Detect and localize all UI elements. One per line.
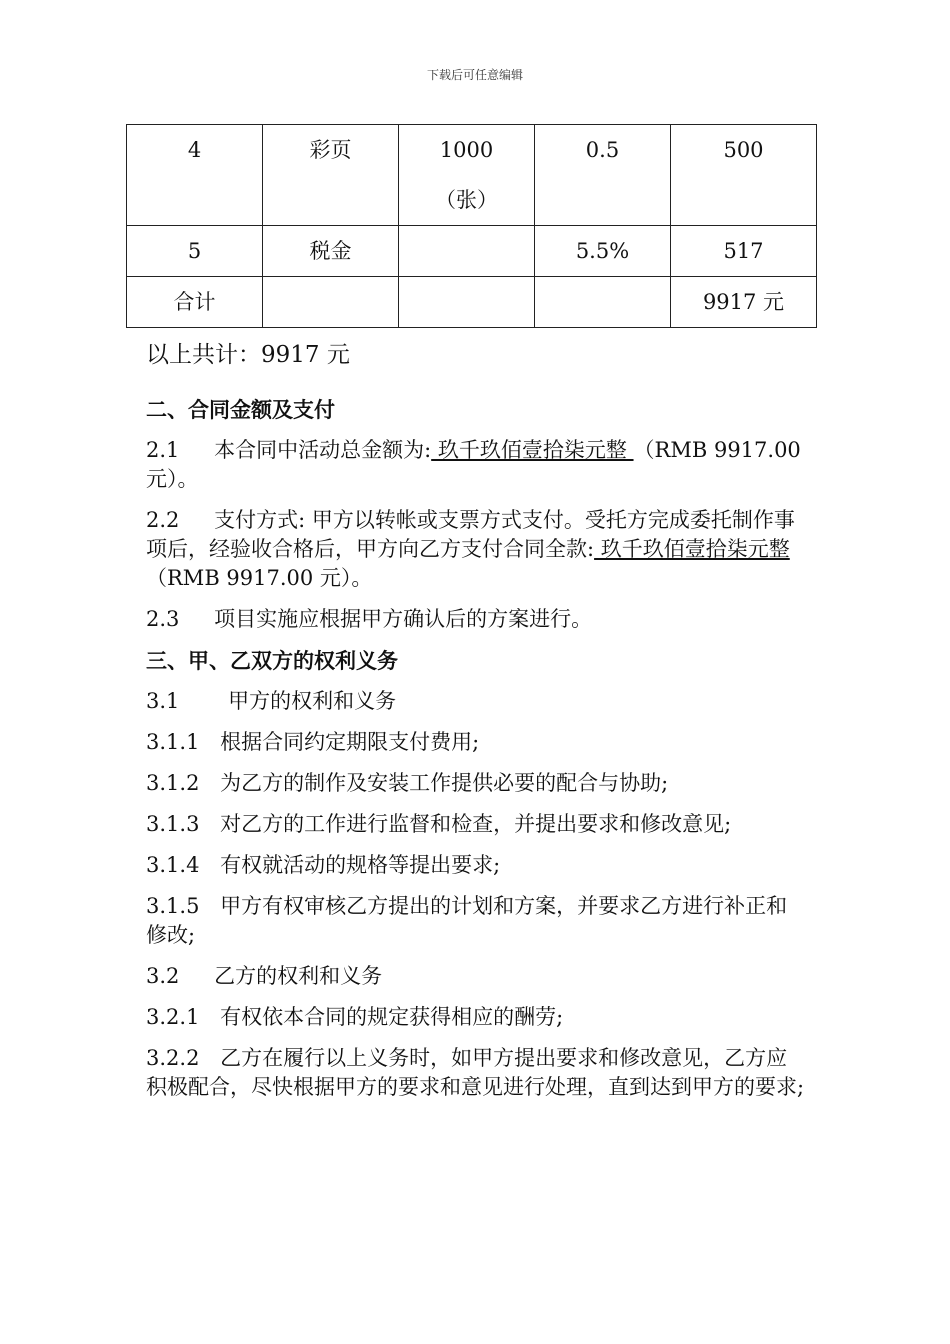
cell-item: 彩页 xyxy=(263,125,399,226)
clause-text: 支付方式: 甲方以转帐或支票方式支付。受托方完成委托制作事项后，经验收合格后，甲方向乙方支付合同全款: xyxy=(146,508,795,561)
clause-number: 2.3 xyxy=(146,607,180,631)
cell-qty xyxy=(399,277,535,328)
clause-3-1-3 xyxy=(146,810,806,839)
clause-3-2-2 xyxy=(146,1044,806,1102)
clause-number: 3.2 xyxy=(146,964,180,988)
cell-no: 4 xyxy=(127,125,263,226)
section-3-title: 三、甲、乙双方的权利义务 xyxy=(146,648,398,673)
amount-in-words: 玖千玖佰壹拾柒元整 xyxy=(431,438,634,462)
cell-qty xyxy=(399,125,535,226)
cell-total-amount: 9917 元 xyxy=(671,277,817,328)
clause-3-1-2 xyxy=(146,769,806,798)
clause-3-1-1 xyxy=(146,728,806,757)
clause-text: 甲方的权利和义务 xyxy=(228,689,397,713)
clause-text: 乙方在履行以上义务时，如甲方提出要求和修改意见，乙方应积极配合，尽快根据甲方的要求和意见进行处理，直到达到甲方的要求; xyxy=(146,1046,805,1099)
cell-amount: 500 xyxy=(671,125,817,226)
amount-in-words: 玖千玖佰壹拾柒元整 xyxy=(594,537,790,561)
items-table xyxy=(126,124,817,328)
clause-3-2-1 xyxy=(146,1003,806,1032)
cell-qty xyxy=(399,226,535,277)
table-row xyxy=(127,226,817,277)
clause-text: 有权依本合同的规定获得相应的酬劳; xyxy=(220,1005,564,1029)
clause-3-2 xyxy=(146,962,806,991)
clause-number: 3.1 xyxy=(146,689,180,713)
clause-text: 甲方有权审核乙方提出的计划和方案，并要求乙方进行补正和修改; xyxy=(146,894,788,947)
cell-price xyxy=(535,277,671,328)
section-2-title: 二、合同金额及支付 xyxy=(146,397,335,422)
cell-item: 税金 xyxy=(263,226,399,277)
cell-item xyxy=(263,277,399,328)
table-total-row xyxy=(127,277,817,328)
cell-qty-unit: （张） xyxy=(435,188,498,212)
cell-qty-value: 1000 xyxy=(439,138,494,162)
clause-text: 本合同中活动总金额为: xyxy=(214,438,432,462)
clause-number: 2.1 xyxy=(146,438,180,462)
clause-number: 2.2 xyxy=(146,508,180,532)
clause-2-1 xyxy=(146,436,806,494)
clause-number: 3.1.5 xyxy=(146,894,200,918)
cell-price: 5.5% xyxy=(535,226,671,277)
clause-number: 3.1.1 xyxy=(146,730,200,754)
cell-total-label: 合计 xyxy=(127,277,263,328)
clause-3-1-5 xyxy=(146,892,806,950)
clause-number: 3.1.2 xyxy=(146,771,200,795)
clause-text: 为乙方的制作及安装工作提供必要的配合与协助; xyxy=(220,771,669,795)
clause-number: 3.2.2 xyxy=(146,1046,200,1070)
contract-body xyxy=(146,395,806,1114)
clause-text: 项目实施应根据甲方确认后的方案进行。 xyxy=(214,607,593,631)
clause-3-1 xyxy=(146,687,806,716)
clause-text: （RMB 9917.00 元）。 xyxy=(146,438,801,491)
cell-price: 0.5 xyxy=(535,125,671,226)
clause-text: 乙方的权利和义务 xyxy=(214,964,383,988)
clause-number: 3.1.3 xyxy=(146,812,200,836)
total-line: 以上共计：9917 元 xyxy=(146,342,350,368)
table-row xyxy=(127,125,817,226)
clause-2-2 xyxy=(146,506,806,593)
clause-number: 3.2.1 xyxy=(146,1005,200,1029)
cell-no: 5 xyxy=(127,226,263,277)
header-note: 下载后可任意编辑 xyxy=(426,68,523,82)
cell-amount: 517 xyxy=(671,226,817,277)
clause-3-1-4 xyxy=(146,851,806,880)
clause-text: 有权就活动的规格等提出要求; xyxy=(220,853,501,877)
clause-text: 对乙方的工作进行监督和检查，并提出要求和修改意见; xyxy=(220,812,732,836)
clause-2-3 xyxy=(146,605,806,634)
clause-text: （RMB 9917.00 元）。 xyxy=(146,566,373,590)
clause-number: 3.1.4 xyxy=(146,853,200,877)
clause-text: 根据合同约定期限支付费用; xyxy=(220,730,480,754)
